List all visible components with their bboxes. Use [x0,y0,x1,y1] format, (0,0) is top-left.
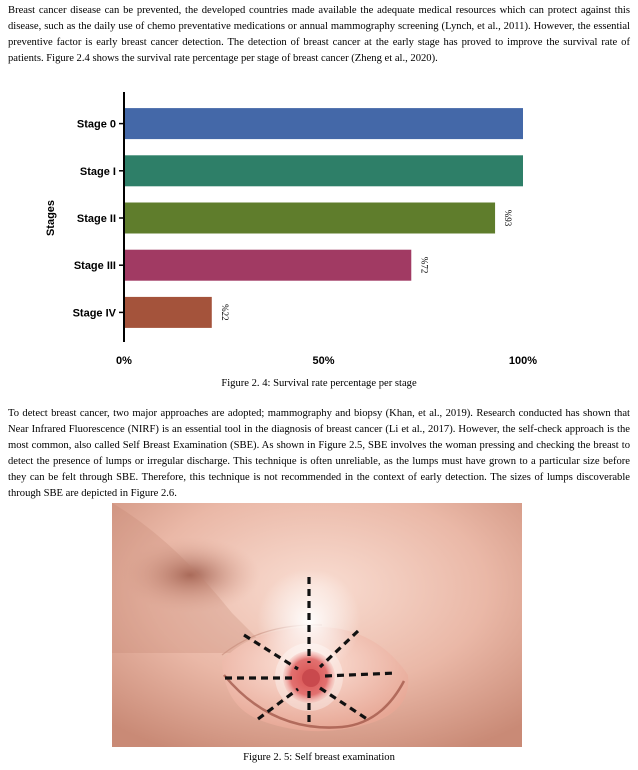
category-label-stage-0: Stage 0 [76,118,116,131]
bar-stage-ii [124,203,495,234]
y-axis-title: Stages [45,199,57,237]
survival-rate-chart [40,88,540,373]
paragraph-detection: To detect breast cancer, two major approaches are adopted; mammography and biopsy (Khan, et al., 2019). Research conducted has shown that Near Infrared Fluorescence (NIRF) is an essential tool in the diagnosis of breast cancer (Li et al., 2017). However, the self-check approach is the most common, also called Self Breast Examination (SBE). As shown in Figure 2.5, SBE involves the woman pressing and checking the breast to detect the presence of lumps or irregular discharge. This technique is often unreliable, as the lumps must have grown to a particular size before they can be felt through SBE. Therefore, this technique is not recommended in the context of early detection. The sizes of lumps discoverable through SBE are depicted in Figure 2.6. [8,408,630,499]
self-breast-exam-illustration [112,503,522,747]
x-tick-label-100: 100% [508,355,538,367]
figure-2-4-caption: Figure 2. 4: Survival rate percentage per stage [221,378,417,389]
category-label-stage-iii: Stage III [73,260,116,273]
category-label-stage-iv: Stage IV [72,307,116,320]
data-label-stage-iv: %22 [219,304,230,321]
x-tick-label-0: 0% [116,355,132,367]
category-label-stage-i: Stage I [79,165,116,178]
paragraph-intro: Breast cancer disease can be prevented, the developed countries made available the adequate medical resources which can protect against this disease, such as the daily use of chemo preventative medications or annual mammography screening (Lynch, et al., 2011). However, the essential preventive factor is early breast cancer detection. The detection of breast cancer at the early stage has proved to improve the survival rate of patients. Figure 2.4 shows the survival rate percentage per stage of breast cancer (Zheng et al., 2020). [8,5,630,64]
category-label-stage-ii: Stage II [76,213,116,225]
x-tick-label-50: 50% [312,355,335,367]
nipple [302,669,320,687]
bar-stage-iii [124,250,411,281]
bar-stage-i [124,155,523,186]
data-label-stage-ii: %93 [503,209,514,227]
data-label-stage-iii: %72 [419,256,430,274]
bar-stage-0 [124,108,523,139]
bar-stage-iv [124,297,212,328]
figure-2-5-caption: Figure 2. 5: Self breast examination [243,752,395,763]
